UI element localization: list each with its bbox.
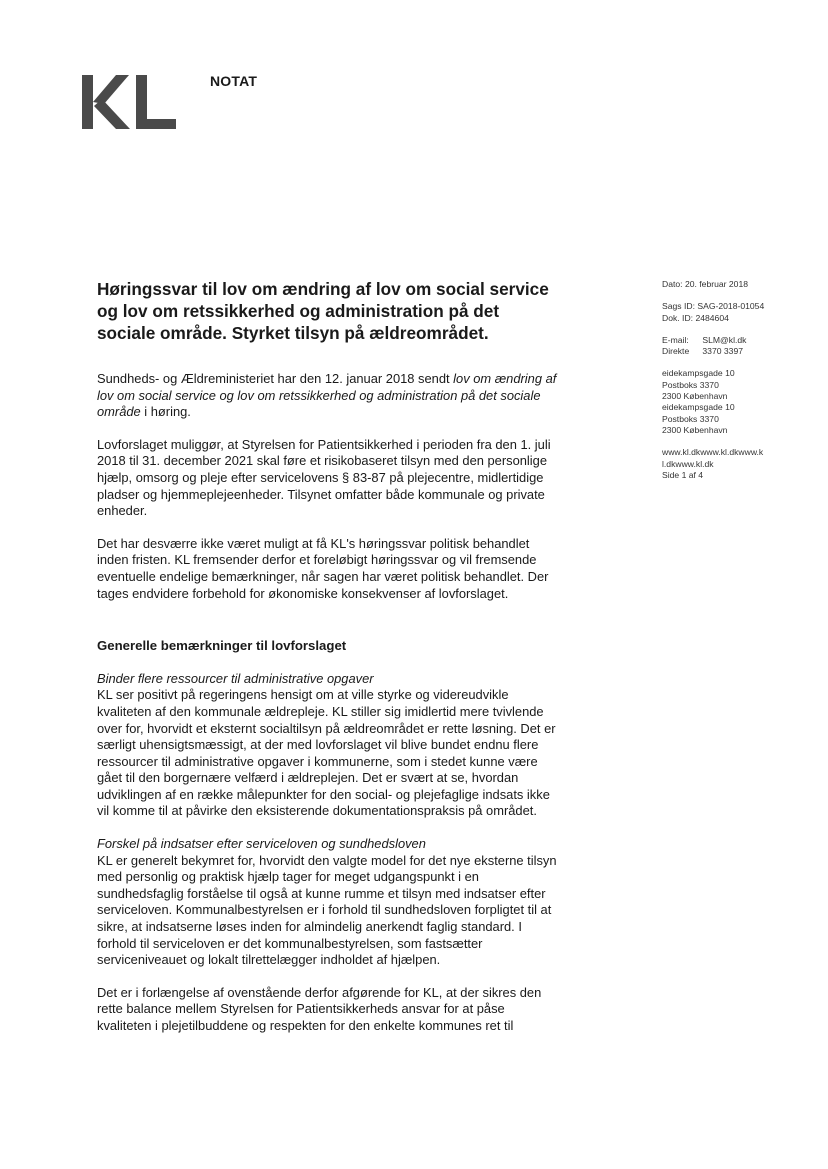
- document-body: [97, 371, 559, 1051]
- email-value: SLM@kl.dk: [702, 334, 747, 345]
- direct-phone-row: Direkte 3370 3397: [662, 346, 744, 357]
- address-line: eidekampsgade 10: [662, 368, 735, 379]
- logo-k-lower-arm: [94, 99, 130, 129]
- subsection-2-heading: Forskel på indsatser efter serviceloven og sundhedsloven: [97, 836, 426, 852]
- subsection-2-text: KL er generelt bekymret for, hvorvidt den valgte model for det nye eksterne tilsyn med personlig og praktisk hjælp tager for meget udgangspunkt i en sundhedsfaglig forståelse til også at kunne rumme et tilsyn med indsatser efter serviceloven. Kommunalbestyrelsen er i forhold til sundhedsloven forpligtet til at sikre, at indsatserne løses inden for almindelig anerkendt faglig standard. I forhold til serviceloven er det kommunalbestyrelsen, som fastsætter serviceniveauet og lokalt tilrettelægger indholdet af hjælpen.: [97, 852, 557, 968]
- email-row: E-mail: SLM@kl.dk: [662, 334, 747, 345]
- case-id-value: SAG-2018-01054: [697, 301, 765, 312]
- address-line: 2300 København: [662, 391, 728, 402]
- case-id-row: Sags ID: SAG-2018-01054: [662, 301, 765, 312]
- document-type: NOTAT: [210, 73, 258, 89]
- subsection-1-text: KL ser positivt på regeringens hensigt om at ville styrke og videreudvikle kvaliteten af den kommunale ældrepleje. KL stiller sig imidlertid mere tvivlende over for, hvorvidt et eksternt socialtilsyn på ældreområdet er rette løsning. Det er særligt uhensigtsmæssigt, at der med lovforslaget vil blive bundet endnu flere ressourcer til administrative opgaver i kommunerne, som i stedet kunne være gået til den borgernære velfærd i ældreplejen. Det er svært at se, hvordan udviklingen af en række målepunkter for den social- og plejefaglige indsats ikke vil komme til at påvirke den eksisterende dokumentationspraksis på området.: [97, 687, 556, 819]
- subsection-1-heading: Binder flere ressourcer til administrative opgaver: [97, 670, 374, 686]
- subsection-2: [97, 836, 559, 969]
- closing-paragraph: Det er i forlængelse af ovenstående derfor afgørende for KL, at der sikres den rette balance mellem Styrelsen for Patientsikkerheds ansvar for at påse kvaliteten i plejetilbuddene og respekten for den enkelte kommunes ret til: [97, 984, 542, 1033]
- metadata-column: [662, 279, 802, 492]
- document-title: Høringssvar til lov om ændring af lov om social service og lov om retssikkerhed og administration på det sociale område. Styrket tilsyn på ældreområdet.: [97, 279, 549, 343]
- website-line: l.dkwww.kl.dk: [662, 458, 714, 469]
- address-line: Postboks 3370: [662, 413, 719, 424]
- section-heading: Generelle bemærkninger til lovforslaget: [97, 638, 347, 654]
- doc-id-row: Dok. ID: 2484604: [662, 312, 729, 323]
- address-line: 2300 København: [662, 424, 728, 435]
- subsection-1: [97, 671, 559, 820]
- intro-paragraph-3: Det har desværre ikke været muligt at få KL's høringssvar politisk behandlet inden fristen. KL fremsender derfor et foreløbigt høringssvar og vil fremsende eventuelle endelige bemærkninger, når sagen har været politisk behandlet. Der tages endvidere forbehold for økonomiske konsekvenser af lovforslaget.: [97, 535, 549, 601]
- doc-id-value: 2484604: [695, 312, 729, 323]
- kl-logo: [80, 73, 178, 131]
- intro-paragraph-2: Lovforslaget muliggør, at Styrelsen for Patientsikkerhed i perioden fra den 1. juli 2018 til 31. december 2021 skal føre et risikobaseret tilsyn med den personlige hjælp, omsorg og pleje efter servicelovens § 83-87 på plejecentre, midlertidige pladser og hjemmeplejeenheder. Tilsynet omfatter både kommunale og private enheder.: [97, 436, 551, 519]
- date-row: Dato: 20. februar 2018: [662, 279, 749, 289]
- intro-paragraph-1: Sundheds- og Ældreministeriet har den 12. januar 2018 sendt lov om ændring af lov om social service og lov om retssikkerhed og administration på det sociale område i høring.: [97, 371, 557, 420]
- address-line: eidekampsgade 10: [662, 402, 735, 413]
- direct-phone-value: 3370 3397: [702, 346, 744, 357]
- website-line: www.kl.dkwww.kl.dkwww.k: [662, 447, 764, 458]
- logo-k-upper-arm: [93, 75, 129, 104]
- address-line: Postboks 3370: [662, 379, 719, 390]
- logo-l: [136, 75, 176, 129]
- logo-k-stem: [82, 75, 93, 129]
- date-value: 20. februar 2018: [684, 279, 749, 289]
- page-number: Side 1 af 4: [662, 469, 704, 480]
